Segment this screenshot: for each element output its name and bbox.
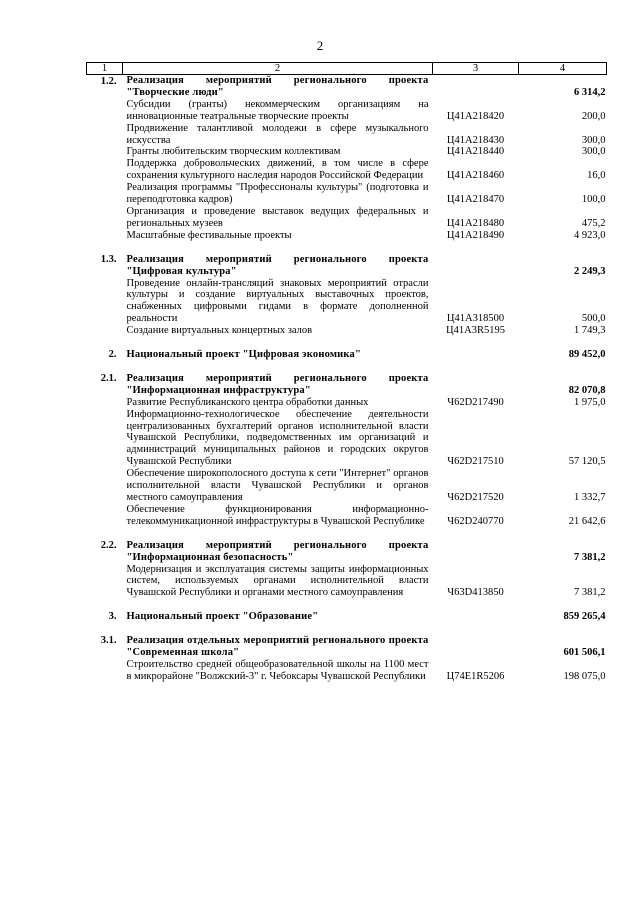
section-title: Реализация мероприятий регионального проекта "Информационная безопасность" [126,539,429,563]
table-body [87,75,607,683]
item-description: Субсидии (гранты) некоммерческим организациям на инновационные театральные творческие проекты [126,98,429,122]
row-number: 3.1. [100,635,117,647]
item-description: Организация и проведение выставок ведущих федеральных и региональных музеев [126,205,429,229]
table-row [87,182,607,206]
budget-code [433,528,519,564]
section-row [87,599,607,623]
item-amount: 300,0 [581,134,606,146]
item-amount: 16,0 [587,170,606,182]
table-row [87,409,607,469]
budget-code: Ч62D240770 [447,515,504,527]
column-header-1: 1 [87,63,123,75]
budget-code: Ц41А218460 [446,170,505,182]
row-number [87,397,123,409]
budget-code: Ч62D217490 [447,396,504,408]
item-amount: 57 120,5 [568,456,606,468]
section-row [87,361,607,397]
section-total: 859 265,4 [563,611,606,623]
row-number [87,230,123,242]
item-amount: 1 332,7 [574,492,606,503]
section-row [87,528,607,564]
item-description: Обеспечение функционирования информационно-телекоммуникационной инфраструктуры в Чувашской Республике [126,503,429,527]
table-row [87,504,607,528]
item-description: Поддержка добровольческих движений, в том числе в сфере сохранения культурного наследия народов Российской Федерации [126,158,429,182]
item-amount: 198 075,0 [563,670,606,682]
item-amount: 1 975,0 [574,396,606,408]
table-row [87,230,607,242]
item-amount: 500,0 [581,313,606,325]
budget-code: Ч62D217510 [447,456,504,468]
budget-code [433,242,519,278]
budget-code: Ц41А218430 [446,134,505,146]
budget-code: Ц41А318500 [446,313,505,325]
section-total: 6 314,2 [574,86,606,98]
budget-code [433,599,519,623]
table-row [87,146,607,158]
row-number [87,206,123,230]
section-title: Национальный проект "Образование" [126,611,319,623]
table-row [87,278,607,326]
table-row [87,325,607,337]
row-number [87,564,123,600]
budget-code [433,75,519,99]
table-row [87,206,607,230]
table-row [87,468,607,504]
section-total: 601 506,1 [563,647,606,659]
table-header [87,63,607,75]
item-description: Развитие Республиканского центра обработки данных [126,396,369,408]
budget-code: Ц41А218420 [446,110,505,122]
item-description: Реализация программы "Профессионалы культуры" (подготовка и переподготовка кадров) [126,182,429,206]
row-number: 1.3. [100,253,117,265]
row-number [87,146,123,158]
table-row [87,158,607,182]
item-description: Создание виртуальных концертных залов [126,325,313,337]
item-description: Продвижение талантливой молодежи в сфере музыкального искусства [126,122,429,146]
row-number: 1.2. [100,76,117,87]
item-amount: 1 749,3 [574,325,606,337]
budget-code: Ч62D217520 [447,492,504,503]
item-description: Строительство средней общеобразовательной школы на 1100 мест в микрорайоне "Волжский-3" г. Чебоксары Чувашской Республики [126,658,429,682]
row-number: 2. [108,349,117,361]
row-number [87,158,123,182]
section-title: Национальный проект "Цифровая экономика" [126,349,361,361]
item-description: Информационно-технологическое обеспечение деятельности централизованных бухгалтерий органов исполнительной власти Чувашской Республики, подведомственных им организаций и администраций муниципальных районов и городских округов Чувашской Республики [126,408,429,468]
row-number [87,99,123,123]
row-number [87,278,123,326]
budget-code [433,337,519,361]
item-description: Масштабные фестивальные проекты [126,229,292,241]
budget-code [433,623,519,659]
budget-code: Ч63D413850 [447,587,504,599]
page-number: 2 [316,38,324,53]
budget-code: Ц74Е1R5206 [446,670,505,682]
item-amount: 300,0 [581,146,606,158]
row-number: 2.1. [100,372,117,384]
item-amount: 21 642,6 [568,515,606,527]
item-description: Обеспечение широкополосного доступа к сети "Интернет" органов исполнительной власти Чувашской Республики и органов местного самоуправления [126,468,429,503]
section-total: 2 249,3 [574,265,606,277]
row-number: 2.2. [100,539,117,551]
budget-code [433,361,519,397]
budget-code: Ц41А218470 [446,194,505,206]
item-amount: 200,0 [581,110,606,122]
table-row [87,659,607,683]
section-total: 82 070,8 [568,384,606,396]
section-row [87,242,607,278]
section-total: 89 452,0 [568,349,606,361]
table-row [87,564,607,600]
budget-code: Ц41А218490 [446,229,505,241]
item-amount: 475,2 [581,217,606,229]
table-row [87,123,607,147]
section-row [87,337,607,361]
budget-code: Ц41А218480 [446,217,505,229]
table-row [87,99,607,123]
item-amount: 4 923,0 [574,229,606,241]
section-row [87,75,607,99]
section-title: Реализация мероприятий регионального проекта "Информационная инфраструктура" [126,372,429,396]
row-number [87,182,123,206]
item-description: Проведение онлайн-трансляций знаковых мероприятий отрасли культуры и создание виртуальных выставочных проектов, снабженных цифровыми гидами в формате дополненной реальности [126,277,429,325]
section-total: 7 381,2 [574,551,606,563]
section-row [87,623,607,659]
item-amount: 7 381,2 [574,587,606,599]
row-number [87,504,123,528]
item-amount: 100,0 [581,194,606,206]
row-number [87,123,123,147]
column-header-2: 2 [123,63,433,75]
row-number: 3. [108,611,117,623]
row-number [87,325,123,337]
section-title: Реализация мероприятий регионального проекта "Творческие люди" [126,75,429,98]
item-description: Гранты любительским творческим коллективам [126,146,341,158]
row-number [87,409,123,469]
item-description: Модернизация и эксплуатация системы защиты информационных систем, используемых органами исполнительной власти Чувашской Республики и органами местного самоуправления [126,563,429,599]
row-number [87,468,123,504]
column-header-4: 4 [519,63,607,75]
row-number [87,659,123,683]
table-row [87,397,607,409]
column-header-3: 3 [433,63,519,75]
budget-code: Ц41А3R5195 [446,325,505,337]
section-title: Реализация отдельных мероприятий регионального проекта "Современная школа" [126,635,429,659]
budget-table [86,62,607,683]
budget-code: Ц41А218440 [446,146,505,158]
section-title: Реализация мероприятий регионального проекта "Цифровая культура" [126,253,429,277]
